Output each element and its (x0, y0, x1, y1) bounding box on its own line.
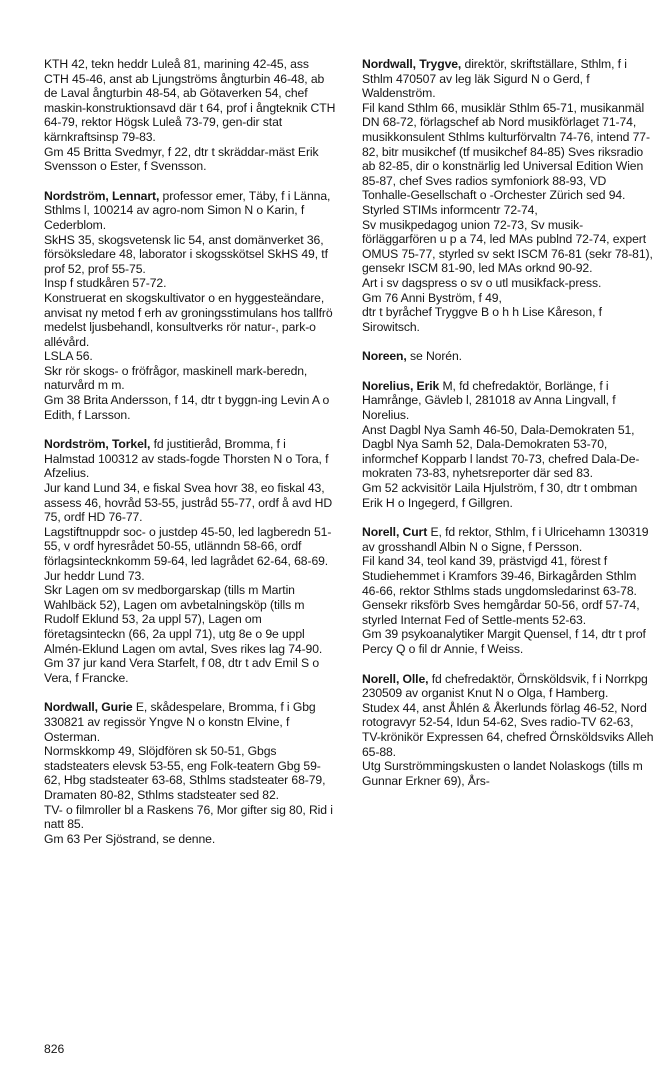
entry-heading: Nordström, Torkel, (44, 437, 151, 452)
entry-text: direktör, skriftställare, Sthlm, f i Sthlm 470507 av leg läk Sigurd N o Gerd, f Waldenström. (362, 57, 627, 101)
entry-text: Gm 63 Per Sjöstrand, se denne. (44, 831, 216, 846)
entry-text: Studex 44, anst Åhlén & Åkerlunds förlag 46-52, Nord rotogravyr 52-54, Idun 54-62, Sves radio-TV 62-63, TV-krönikör Expressen 64, chefred Örnsköldsviks Alleh 65-88. (362, 700, 654, 759)
entry-text: E, fd rektor, Sthlm, f i Ulricehamn 130319 av grosshandl Albin N o Signe, f Persson. (362, 525, 649, 554)
entry-text: Fil kand 34, teol kand 39, prästvigd 41, förest f Studiehemmet i Kramfors 39-46, Birkagården Sthlm 46-66, rektor Sthlms stads ungdomsledarinst 63-78. (362, 554, 637, 598)
entry-text: Normskkomp 49, Slöjdfören sk 50-51, Gbgs stadsteaters elevsk 53-55, eng Folk-teatern Gbg 59-62, Hbg stadsteater 63-68, Sthlms stadsteater 68-79, Dramaten 80-82, Sthlms stadsteater sed 82. (44, 744, 326, 802)
entry-norell-curt (362, 525, 654, 656)
entry-text: E, skådespelare, Bromma, f i Gbg 330821 av regissör Yngve N o konstn Elvine, f Osterman. (44, 700, 316, 744)
entry-norelius-erik (362, 379, 654, 510)
entry-nordstrom-torkel (44, 437, 336, 685)
entry-text: Art i sv dagspress o sv o utl musikfack-press. (362, 275, 602, 290)
entry-text: TV- o filmroller bl a Raskens 76, Mor gifter sig 80, Rid i natt 85. (44, 802, 333, 832)
entry-text: dtr t byråchef Tryggve B o h h Lise Kåreson, f Sirowitsch. (362, 305, 602, 334)
entry-heading: Norell, Olle, (362, 671, 429, 686)
entry-first-line (44, 189, 336, 233)
entry-text: Gm 37 jur kand Vera Starfelt, f 08, dtr t adv Emil S o Vera, f Francke. (44, 656, 320, 685)
entry-text: Gm 52 ackvisitör Laila Hjulström, f 30, dtr t ombman Erik H o Ingegerd, f Gillgren. (362, 481, 638, 510)
entry-text: Skr Lagen om sv medborgarskap (tills m Martin Wahlbäck 52), Lagen om avbetalningsköp (tills m Rudolf Eklund 53, 2a uppl 57), Lagen om företagsinteckn (66, 2a uppl 71), utg 8e o 9e uppl Almén-Eklund Lagen om avtal, Sves rikes lag 74-90. (44, 583, 323, 656)
entry-text: Skr rör skogs- o fröfrågor, maskinell mark-beredn, naturvård m m. (44, 363, 308, 393)
page-number: 826 (44, 1042, 65, 1056)
entry-text: Jur heddr Lund 73. (44, 568, 145, 583)
entry-text: M, fd chefredaktör, Borlänge, f i Hamrånge, Gävleb l, 281018 av Anna Lingvall, f Norelius. (362, 378, 616, 423)
entry-first-line (362, 525, 654, 554)
entry-first-line (362, 379, 654, 423)
left-column (44, 57, 336, 861)
entry-text: Insp f studkåren 57-72. (44, 276, 167, 291)
entry-text: SkHS 35, skogsvetensk lic 54, anst domänverket 36, försöksledare 48, laborator i skogsskötsel SkHS 49, tf prof 52, prof 55-75. (44, 232, 328, 276)
entry-first-line (44, 437, 336, 481)
entry-continuation (44, 57, 336, 174)
entry-text: fd chefredaktör, Örnsköldsvik, f i Norrkpg 230509 av organist Knut N o Olga, f Hamberg. (362, 671, 648, 701)
entry-text: Gm 45 Britta Svedmyr, f 22, dtr t skräddar-mäst Erik Svensson o Ester, f Svensson. (44, 144, 319, 174)
entry-text: Lagstiftnuppdr soc- o justdep 45-50, led lagberedn 51-55, v ordf hyresrådet 50-55, utlänndn 58-66, ordf förlagsintecknkomm 59-64, led lagrådet 62-64, 68-69. (44, 524, 332, 568)
entry-first-line (362, 57, 654, 101)
entry-norell-olle (362, 672, 654, 789)
entry-heading: Nordwall, Gurie (44, 700, 133, 715)
entry-text: fd justitieråd, Bromma, f i Halmstad 100312 av stads-fogde Thorsten N o Tora, f Afzelius. (44, 437, 329, 481)
entry-nordwall-gurie (44, 700, 336, 846)
entry-heading: Norelius, Erik (362, 378, 440, 393)
entry-text: Gensekr riksförb Sves hemgårdar 50-56, ordf 57-74, styrled Internat Fed of Settle-ments 52-63. (362, 598, 640, 627)
entry-heading: Nordwall, Trygve, (362, 57, 462, 71)
entry-text: se Norén. (409, 349, 462, 364)
entry-first-line (362, 349, 654, 364)
entry-text: Gm 76 Anni Byström, f 49, (362, 290, 502, 305)
entry-text: Gm 39 psykoanalytiker Margit Quensel, f 14, dtr t prof Percy Q o fil dr Annie, f Weiss. (362, 627, 646, 656)
entry-text: Gm 38 Brita Andersson, f 14, dtr t byggn-ing Levin A o Edith, f Larsson. (44, 393, 330, 422)
entry-first-line (44, 700, 336, 744)
entry-text: Styrled STIMs informcentr 72-74, (362, 202, 538, 217)
entry-text: LSLA 56. (44, 349, 93, 364)
entry-nordwall-trygve (362, 57, 654, 334)
entry-text: professor emer, Täby, f i Länna, Sthlms l, 100214 av agro-nom Simon N o Karin, f Cederblom. (44, 188, 331, 232)
entry-text: Konstruerat en skogskultivator o en hyggesteändare, anvisat ny metod f erh av groningsstimulans hos tallfrö medelst ljusbehandl, konsultverks rör natur-, park-o allévård. (44, 290, 333, 349)
entry-text: Jur kand Lund 34, e fiskal Svea hovr 38, eo fiskal 43, assess 46, hovråd 53-55, justråd 55-77, ordf å avd HD 75, ordf HD 76-77. (44, 481, 333, 525)
right-column (362, 57, 654, 803)
entry-text: Utg Surströmmingskusten o landet Nolaskogs (tills m Gunnar Erkner 69), Års- (362, 759, 643, 788)
entry-heading: Norell, Curt (362, 525, 428, 540)
entry-noreen (362, 349, 654, 364)
entry-first-line (362, 672, 654, 701)
entry-text: KTH 42, tekn heddr Luleå 81, marining 42-45, ass CTH 45-46, anst ab Ljungströms ångturbin 46-48, ab de Laval ångturbin 48-54, ab Götaverken 54, chef maskin-konstruktionsavd där t 64, prof i ångteknik CTH 64-79, rektor Högsk Luleå 73-79, gen-dir stat kärnkraftsinsp 79-83. (44, 57, 336, 144)
entry-text: Fil kand Sthlm 66, musiklär Sthlm 65-71, musikanmäl DN 68-72, förlagschef ab Nord musikförlaget 71-74, musikkonsulent Sthlms kulturförvaltn 74-76, intend 77-82, bitr musikchef (tf musikchef 84-85) Sves riksradio ab 82-85, dir o konstnärlig led Universal Edition Wien 85-87, chef Sves radios symfoniork 88-93, VD Tonhalle-Gesellschaft o -Orchester Zürich sed 94. (362, 100, 650, 203)
entry-heading: Noreen, (362, 349, 407, 364)
entry-heading: Nordström, Lennart, (44, 188, 160, 203)
entry-nordstrom-lennart (44, 189, 336, 423)
entry-text: Sv musikpedagog union 72-73, Sv musik-förläggarfören u p a 74, led MAs publnd 72-74, expert OMUS 75-77, styrled sv sekt ISCM 76-81 (sekr 78-81), gensekr ISCM 81-90, led MAs orknd 90-92. (362, 217, 653, 276)
entry-text: Anst Dagbl Nya Samh 46-50, Dala-Demokraten 51, Dagbl Nya Samh 52, Dala-Demokraten 53-70, informchef Kopparb l landst 70-73, chefred Dala-De-mokraten 73-83, nyhetsreporter där sed 83. (362, 422, 640, 481)
